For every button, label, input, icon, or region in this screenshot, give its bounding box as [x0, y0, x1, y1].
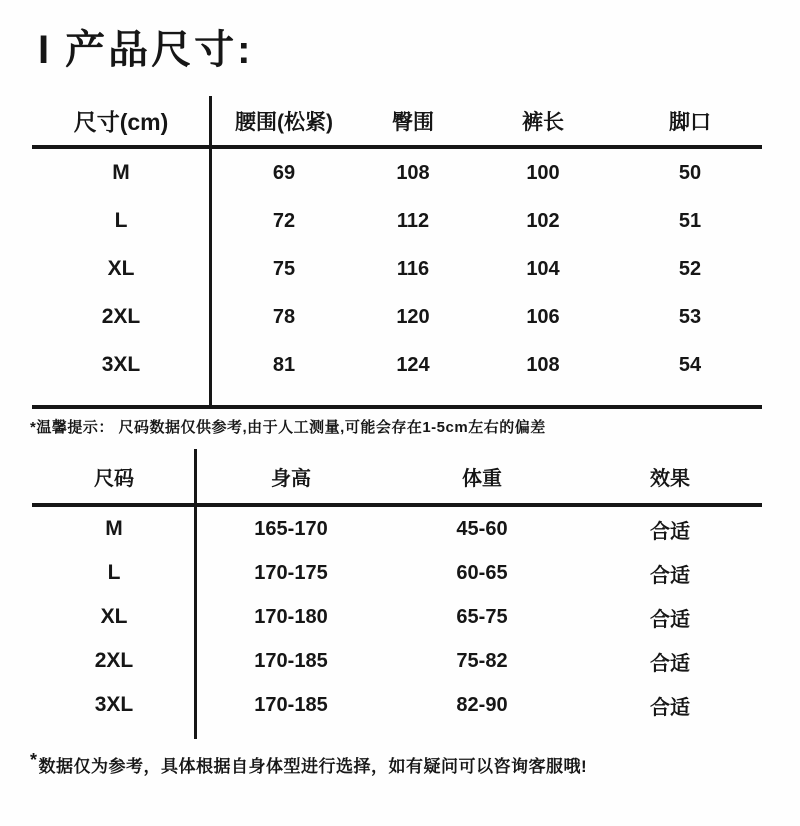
fit-value: 合适: [650, 564, 690, 587]
product-size-table: [32, 96, 762, 409]
header-height: 身高: [271, 467, 311, 490]
length-value: 102: [526, 209, 560, 232]
height-value: 170-180: [254, 605, 328, 628]
table-row: [32, 341, 762, 389]
table-row: [32, 551, 762, 595]
header-fit: 效果: [650, 467, 690, 490]
table-column-divider: [209, 96, 212, 405]
table-row: [32, 683, 762, 727]
size-label: XL: [100, 605, 128, 628]
page-title-text: 产品尺寸:: [65, 28, 254, 72]
fit-value: 合适: [650, 696, 690, 719]
waist-value: 81: [272, 353, 296, 376]
hip-value: 124: [396, 353, 430, 376]
fit-recommendation-table: [32, 449, 762, 739]
weight-value: 45-60: [456, 517, 508, 540]
hip-value: 108: [396, 161, 430, 184]
height-value: 170-185: [254, 693, 328, 716]
header-waist: 腰围(松紧): [235, 110, 333, 134]
size-label: M: [105, 517, 123, 540]
size-label: L: [114, 209, 128, 232]
table-row: [32, 197, 762, 245]
asterisk-marker: *: [30, 750, 38, 770]
measurement-disclaimer: *温馨提示： 尺码数据仅供参考,由于人工测量,可能会存在1-5cm左右的偏差: [30, 419, 546, 436]
height-value: 165-170: [254, 517, 328, 540]
height-value: 170-185: [254, 649, 328, 672]
weight-value: 60-65: [456, 561, 508, 584]
waist-value: 69: [272, 161, 296, 184]
header-size-cm: 尺寸(cm): [73, 109, 169, 135]
leg-opening-value: 51: [678, 209, 702, 232]
size-label: XL: [107, 257, 135, 280]
length-value: 100: [526, 161, 560, 184]
page-title: [38, 26, 800, 74]
table-row: [32, 293, 762, 341]
header-weight: 体重: [462, 467, 502, 490]
size-label: 3XL: [94, 693, 134, 716]
leg-opening-value: 52: [678, 257, 702, 280]
size-label: M: [112, 161, 130, 184]
height-value: 170-175: [254, 561, 328, 584]
header-pant-length: 裤长: [522, 110, 564, 134]
fit-value: 合适: [650, 520, 690, 543]
header-leg-opening: 脚口: [669, 110, 711, 134]
header-hip: 臀围: [392, 110, 434, 134]
hip-value: 112: [396, 209, 430, 232]
leg-opening-value: 50: [678, 161, 702, 184]
weight-value: 75-82: [456, 649, 508, 672]
leg-opening-value: 54: [678, 353, 702, 376]
selection-disclaimer: [30, 752, 800, 777]
waist-value: 78: [272, 305, 296, 328]
fit-value: 合适: [650, 608, 690, 631]
weight-value: 65-75: [456, 605, 508, 628]
selection-disclaimer-text: 数据仅为参考，具体根据自身体型进行选择，如有疑问可以咨询客服哦!: [38, 757, 588, 776]
size-label: L: [107, 561, 121, 584]
length-value: 104: [526, 257, 560, 280]
size-label: 2XL: [94, 649, 134, 672]
fit-value: 合适: [650, 652, 690, 675]
weight-value: 82-90: [456, 693, 508, 716]
size-label: 3XL: [101, 353, 141, 376]
size-label: 2XL: [101, 305, 141, 328]
waist-value: 75: [272, 257, 296, 280]
length-value: 106: [526, 305, 560, 328]
table-row: [32, 639, 762, 683]
table-row: [32, 245, 762, 293]
waist-value: 72: [272, 209, 296, 232]
table-column-divider: [194, 449, 197, 739]
header-size: 尺码: [94, 467, 134, 490]
hip-value: 120: [396, 305, 430, 328]
leg-opening-value: 53: [678, 305, 702, 328]
table-row: [32, 149, 762, 197]
length-value: 108: [526, 353, 560, 376]
table-row: [32, 595, 762, 639]
title-bar-icon: I: [38, 28, 50, 72]
table-row: [32, 507, 762, 551]
size-table-header-row: [32, 96, 762, 149]
fit-table-header-row: [32, 449, 762, 507]
hip-value: 116: [396, 257, 430, 280]
